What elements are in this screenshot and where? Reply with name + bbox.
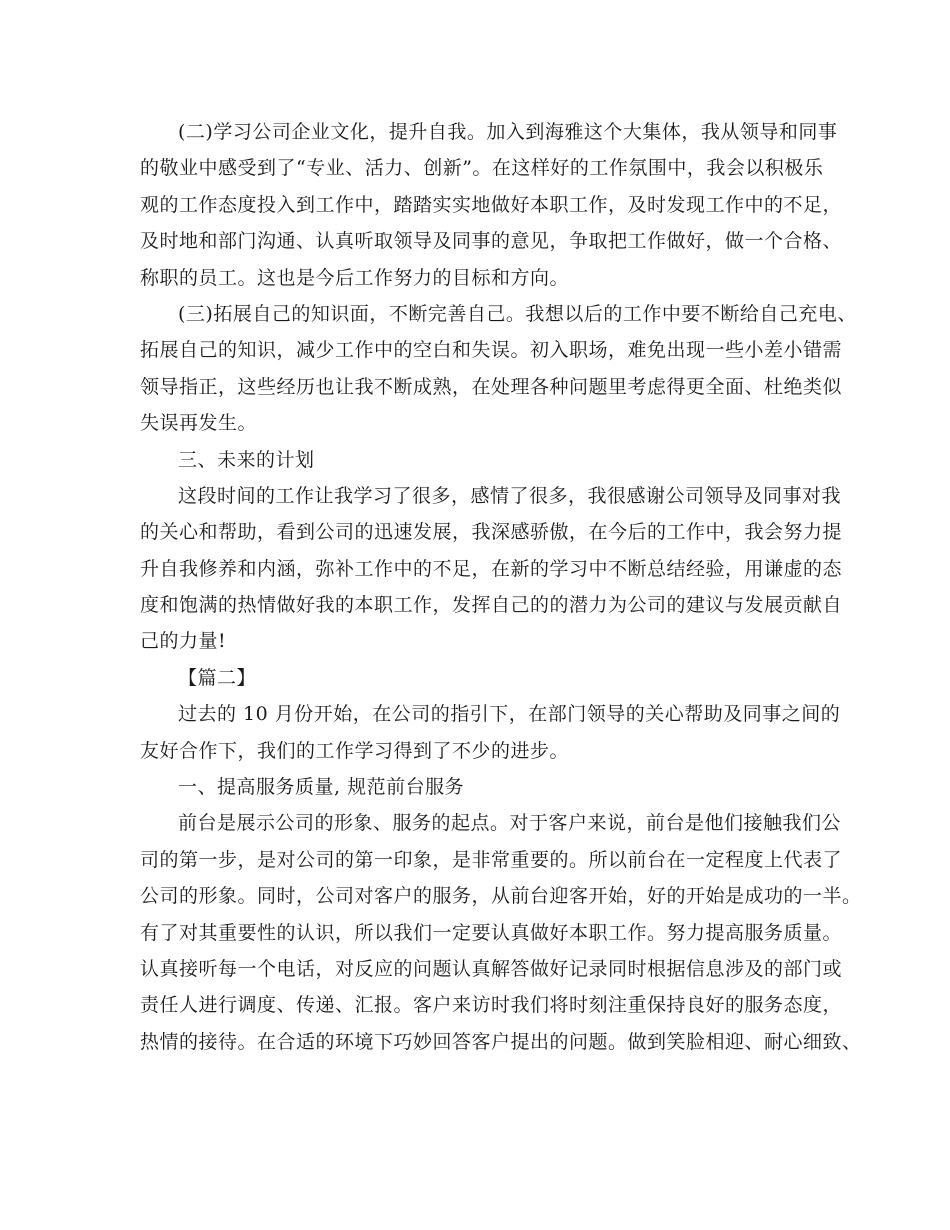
- text-line: 友好合作下，我们的工作学习得到了不少的进步。: [140, 739, 570, 762]
- text-line: 的关心和帮助，看到公司的迅速发展，我深感骄傲，在今后的工作中，我会努力提: [140, 521, 843, 544]
- text-line: 前台是展示公司的形象、服务的起点。对于客户来说，前台是他们接触我们公: [178, 812, 842, 835]
- text-line: 热情的接待。在合适的环境下巧妙回答客户提出的问题。做到笑脸相迎、耐心细致、: [140, 1030, 862, 1053]
- chapter-heading: 【篇二】: [178, 666, 257, 689]
- text-line: 过去的 10 月份开始，在公司的指引下，在部门领导的关心帮助及同事之间的: [178, 703, 841, 726]
- section-heading: 一、提高服务质量, 规范前台服务: [178, 776, 465, 799]
- text-line: 升自我修养和内涵，弥补工作中的不足，在新的学习中不断总结经验，用谦虚的态: [140, 557, 843, 580]
- document-page: [140, 114, 862, 1060]
- text-line: 责任人进行调度、传递、汇报。客户来访时我们将时刻注重保持良好的服务态度，: [140, 994, 843, 1017]
- text-line: 这段时间的工作让我学习了很多，感情了很多，我很感谢公司领导及同事对我: [178, 484, 842, 507]
- text-line: 及时地和部门沟通、认真听取领导及同事的意见，争取把工作做好，做一个合格、: [140, 230, 843, 253]
- text-line: 度和饱满的热情做好我的本职工作，发挥自己的的潜力为公司的建议与发展贡献自: [140, 594, 843, 617]
- text-line: 拓展自己的知识，减少工作中的空白和失误。初入职场，难免出现一些小差小错需: [140, 339, 843, 362]
- text-line: (二)学习公司企业文化，提升自我。加入到海雅这个大集体，我从领导和同事: [178, 121, 838, 143]
- section-heading: 三、未来的计划: [178, 448, 315, 471]
- text-line: 己的力量!: [140, 630, 227, 653]
- text-line: 失误再发生。: [140, 412, 258, 435]
- text-line: 观的工作态度投入到工作中，踏踏实实地做好本职工作，及时发现工作中的不足，: [140, 193, 843, 216]
- text-line: 认真接听每一个电话，对反应的问题认真解答做好记录同时根据信息涉及的部门或: [140, 957, 843, 980]
- text-line: (三)拓展自己的知识面，不断完善自己。我想以后的工作中要不断给自己充电、: [178, 302, 857, 325]
- text-line: 公司的形象。同时，公司对客户的服务，从前台迎客开始，好的开始是成功的一半。: [140, 885, 862, 908]
- text-line: 领导指正，这些经历也让我不断成熟，在处理各种问题里考虑得更全面、杜绝类似: [140, 375, 843, 398]
- text-line: 有了对其重要性的认识，所以我们一定要认真做好本职工作。努力提高服务质量。: [140, 921, 843, 944]
- text-line: 司的第一步，是对公司的第一印象，是非常重要的。所以前台在一定程度上代表了: [140, 848, 843, 871]
- text-line: 称职的员工。这也是今后工作努力的目标和方向。: [140, 266, 570, 289]
- text-line: 的敬业中感受到了“专业、活力、创新”。在这样好的工作氛围中，我会以积极乐: [140, 157, 824, 180]
